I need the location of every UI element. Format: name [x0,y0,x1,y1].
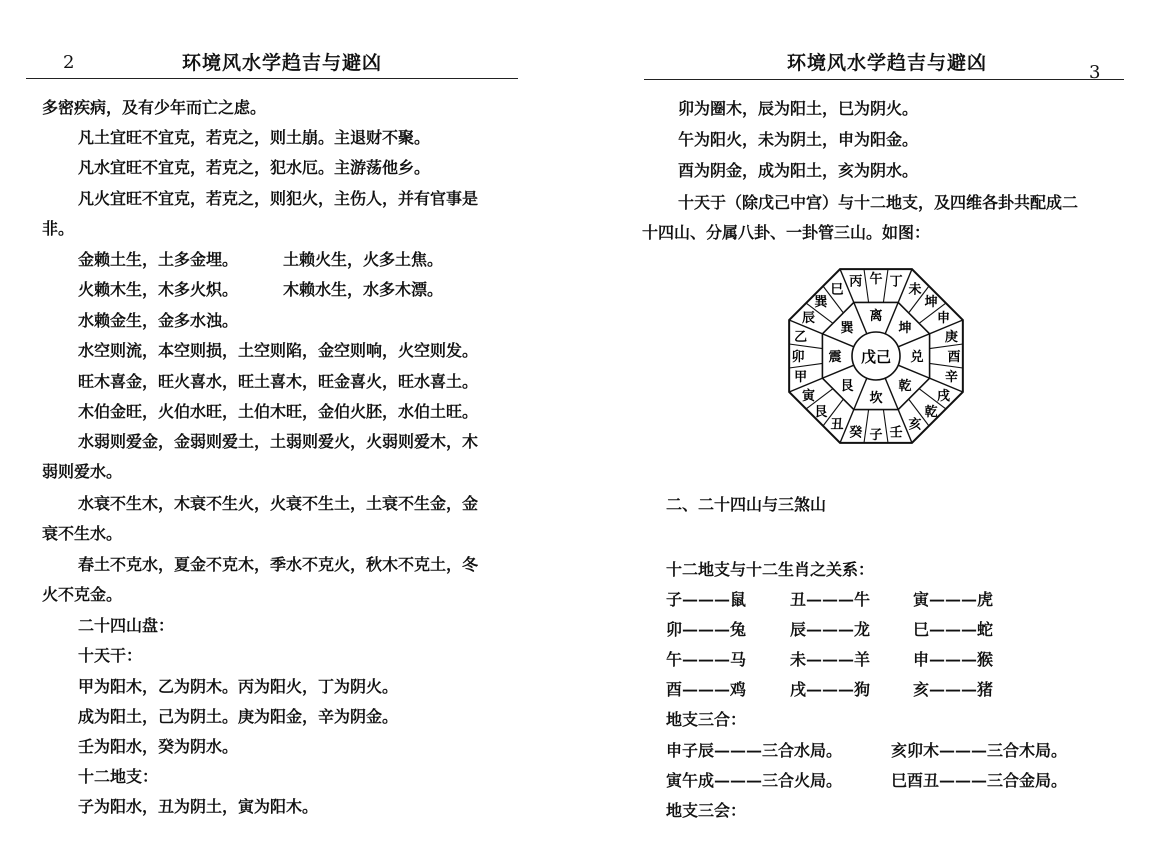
trigram-label: 巽 [840,321,854,337]
left-page [0,0,560,853]
text-line: 水空则流，本空则损，土空则陷，金空则响，火空则发。 [78,341,479,360]
text-line: 金赖土生，土多金埋。 [78,250,239,269]
page-number: 3 [1089,62,1101,83]
zodiac-pair: 巳———蛇 [913,620,994,639]
text-line: 十四山、分属八卦、一卦管三山。如图： [642,223,931,242]
mountain-divider [883,269,888,302]
mountain-label: 子 [869,428,883,443]
mountain-divider [864,269,869,302]
text-line: 土赖火生，火多土焦。 [283,250,444,269]
text-line: 甲为阳木，乙为阴木。丙为阳火，丁为阴火。 [78,677,399,696]
mountain-label: 酉 [947,350,961,365]
text-line: 二十四山盘： [78,616,175,635]
mountain-divider [883,410,888,443]
mountain-label: 乙 [794,329,808,345]
mountain-label: 壬 [889,425,903,441]
mountain-label: 巽 [814,294,828,310]
zodiac-pair: 寅———虎 [913,590,994,609]
running-header: 环境风水学趋吉与避凶 [787,52,988,74]
mountain-divider [864,410,869,443]
zodiac-pair: 午———马 [666,650,747,669]
zodiac-pair: 辰———龙 [790,620,871,639]
zodiac-pair: 酉———鸡 [666,680,747,699]
mountain-label: 庚 [944,329,958,345]
mountain-label: 未 [908,282,922,298]
mountain-label: 艮 [814,405,828,421]
text-line: 十天于（除戊己中宫）与十二地支，及四维各卦共配成二 [678,193,1079,212]
twenty-four-mountains-diagram [776,256,976,456]
text-line: 午为阳火，未为阴土，申为阳金。 [678,130,919,149]
text-line: 酉为阴金，成为阳土，亥为阴水。 [678,161,919,180]
sanhe-entry: 寅午成———三合火局。 [666,771,843,790]
page-number: 2 [63,52,75,73]
text-line: 地支三合： [666,710,747,729]
text-line: 木伯金旺，火伯水旺，土伯木旺，金伯火胚，水伯土旺。 [78,402,479,421]
text-line: 子为阳水，丑为阴土，寅为阳木。 [78,797,319,816]
zodiac-pair: 子———鼠 [666,590,747,609]
text-line: 地支三会： [666,801,747,820]
trigram-label: 艮 [840,378,854,394]
zodiac-pair: 申———猴 [913,650,994,669]
text-line: 火赖木生，木多火炽。 [78,280,239,299]
zodiac-pair: 未———羊 [790,650,871,669]
text-line: 非。 [42,219,75,238]
mountain-label: 丑 [830,417,844,433]
mountain-label: 巳 [830,282,844,298]
mountain-label: 辰 [801,311,815,326]
trigram-label: 震 [828,350,842,365]
text-line: 十天干： [78,646,143,665]
diagram-center-label: 戊己 [860,348,892,366]
text-line: 成为阳土，己为阴土。庚为阳金，辛为阴金。 [78,707,399,726]
mountain-label: 坤 [924,294,938,310]
text-line: 十二地支： [78,767,159,786]
mountain-label: 申 [937,311,951,326]
header-rule [644,79,1124,80]
mountain-label: 丙 [849,274,863,290]
zodiac-pair: 戌———狗 [790,680,871,699]
running-header: 环境风水学趋吉与避凶 [182,52,383,74]
trigram-label: 兑 [910,350,924,365]
section-heading: 二、二十四山与三煞山 [666,495,827,514]
mountain-label: 癸 [849,425,863,441]
trigram-label: 坎 [869,391,883,406]
text-line: 凡水宜旺不宜克，若克之，犯水厄。主游荡他乡。 [78,158,431,177]
text-line: 木赖水生，水多木漂。 [283,280,444,299]
sanhe-entry: 亥卯木———三合木局。 [891,741,1068,760]
zodiac-pair: 丑———牛 [790,590,871,609]
text-line: 凡火宜旺不宜克，若克之，则犯火，主伤人，并有官事是 [78,189,479,208]
text-line: 水弱则爱金，金弱则爱土，土弱则爱火，火弱则爱木，木 [78,432,479,451]
zodiac-pair: 亥———猪 [913,680,994,699]
text-line: 火不克金。 [42,585,123,604]
text-line: 水衰不生木，木衰不生火，火衰不生土，土衰不生金，金 [78,494,479,513]
text-line: 卯为圈木，辰为阳土，巳为阴火。 [678,99,919,118]
text-line: 春土不克水，夏金不克木，季水不克火，秋木不克土，冬 [78,555,479,574]
trigram-label: 乾 [898,378,912,394]
text-line: 衰不生水。 [42,524,123,543]
mountain-label: 卯 [791,350,805,365]
sanhe-entry: 巳酉丑———三合金局。 [891,771,1068,790]
text-line: 多密疾病，及有少年而亡之虑。 [42,98,267,117]
text-line: 壬为阳水，癸为阴水。 [78,737,239,756]
mountain-label: 甲 [794,370,808,386]
right-page [600,0,1150,853]
zodiac-pair: 卯———兔 [666,620,747,639]
mountain-label: 午 [869,272,883,287]
mountain-label: 丁 [889,274,903,290]
mountain-label: 乾 [924,405,938,421]
mountain-label: 亥 [908,417,922,433]
text-line: 十二地支与十二生肖之关系： [666,560,875,579]
mountain-label: 戌 [937,389,951,404]
sanhe-entry: 申子辰———三合水局。 [666,741,843,760]
mountain-label: 辛 [944,370,958,386]
text-line: 旺木喜金，旺火喜水，旺土喜木，旺金喜火，旺水喜土。 [78,372,479,391]
text-line: 凡土宜旺不宜克，若克之，则土崩。主退财不聚。 [78,128,431,147]
trigram-label: 坤 [898,321,912,337]
mountain-label: 寅 [801,389,815,404]
trigram-label: 离 [869,309,883,324]
text-line: 水赖金生，金多水浊。 [78,311,239,330]
text-line: 弱则爱水。 [42,462,123,481]
header-rule [26,78,518,79]
